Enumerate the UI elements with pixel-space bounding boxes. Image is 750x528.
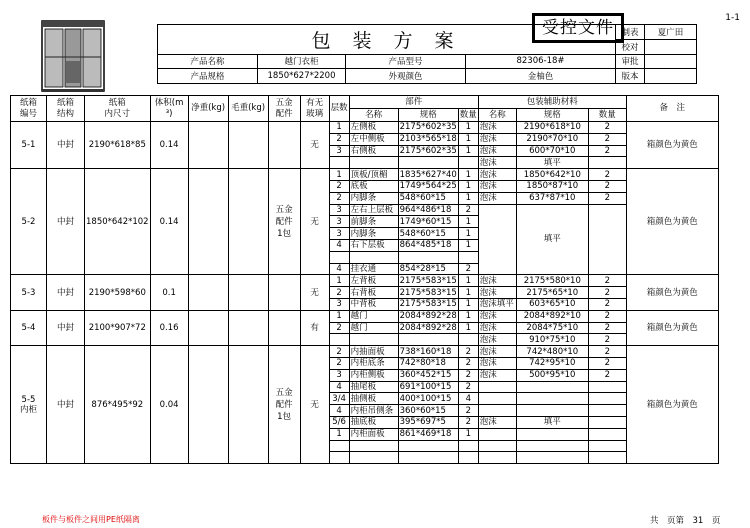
aux-spec: 2175*65*10 <box>516 287 588 299</box>
product-name-label: 产品名称 <box>158 54 258 69</box>
part-qty <box>458 157 478 169</box>
table-row <box>11 275 719 287</box>
part-spec: 2175*583*15 <box>399 275 457 286</box>
part-name: 内脚条 <box>349 192 398 204</box>
part-spec: 964*486*18 <box>398 204 458 216</box>
aux-name <box>478 428 516 440</box>
aux-qty <box>588 452 626 464</box>
part-qty: 1 <box>458 275 478 287</box>
volume: 0.16 <box>150 310 188 345</box>
remark: 箱颜色为黄色 <box>626 169 718 275</box>
part-name: 右下层板 <box>349 239 398 251</box>
aux-qty: 2 <box>588 180 626 192</box>
part-qty: 1 <box>458 322 478 334</box>
aux-name <box>478 405 516 417</box>
aux-spec <box>516 393 588 405</box>
layer: 2 <box>329 180 349 192</box>
aux-qty: 2 <box>588 133 626 145</box>
aux-name: 泡沫 <box>478 192 516 204</box>
part-name <box>349 452 398 464</box>
approve-label: 审批 <box>616 54 645 69</box>
aux-name: 泡沫 <box>478 122 516 134</box>
part-qty: 2 <box>458 405 478 417</box>
box-size: 876*495*92 <box>85 346 151 464</box>
layer: 3 <box>329 369 349 381</box>
part-spec <box>398 251 458 263</box>
part-qty: 1 <box>458 145 478 157</box>
table-row <box>11 346 719 358</box>
aux-qty: 2 <box>588 275 626 287</box>
aux-spec: 910*75*10 <box>516 334 588 346</box>
layer: 3/4 <box>329 393 349 405</box>
gross-weight <box>228 275 268 310</box>
layer: 2 <box>329 357 349 369</box>
net-weight <box>188 122 228 169</box>
version-value <box>645 69 697 84</box>
glass: 有 <box>300 310 329 345</box>
part-spec: 400*100*15 <box>398 393 458 405</box>
part-qty: 1 <box>458 239 478 251</box>
part-qty: 1 <box>458 169 478 181</box>
volume: 0.14 <box>150 169 188 275</box>
part-spec: 548*60*15 <box>398 228 458 240</box>
aux-name: 泡沫 <box>478 133 516 145</box>
part-name: 左侧板 <box>349 122 398 134</box>
col-gross-weight: 毛重(kg) <box>228 96 268 122</box>
box-number: 5-5 内柜 <box>11 346 47 464</box>
aux-spec: 1850*642*10 <box>516 169 588 181</box>
product-name-value: 越门衣柜 <box>258 54 346 69</box>
part-name: 左中侧板 <box>349 133 398 145</box>
footer-note: 板件与板件之间用PE纸隔离 <box>42 515 140 524</box>
col-aux-name: 名称 <box>478 109 516 122</box>
part-qty: 1 <box>458 192 478 204</box>
part-spec: 861*469*18 <box>398 428 458 440</box>
box-structure: 中封 <box>47 275 85 310</box>
aux-name: 泡沫 <box>478 275 516 287</box>
part-spec: 1835*627*40 <box>399 169 457 180</box>
gross-weight <box>228 346 268 464</box>
part-spec: 1749*60*15 <box>398 216 458 228</box>
document-title: 包 装 方 案 <box>158 25 616 55</box>
aux-qty: 2 <box>588 169 626 181</box>
aux-spec: 600*70*10 <box>516 145 588 157</box>
aux-spec: 2175*580*10 <box>516 275 588 287</box>
glass: 无 <box>300 122 329 169</box>
layer <box>329 157 349 169</box>
part-name: 内脚条 <box>349 228 398 240</box>
aux-qty <box>588 428 626 440</box>
layer <box>329 452 349 464</box>
col-parts: 部件 <box>349 96 478 109</box>
color-label: 外观颜色 <box>346 69 466 84</box>
part-spec: 2084*892*28 <box>399 311 457 322</box>
layer: 3 <box>329 204 349 216</box>
part-spec: 691*100*15 <box>398 381 458 393</box>
layer: 2 <box>329 192 349 204</box>
aux-spec: 2190*618*10 <box>516 122 588 134</box>
part-name: 右侧板 <box>349 145 398 157</box>
aux-qty <box>588 393 626 405</box>
part-qty <box>458 251 478 263</box>
part-qty: 2 <box>458 346 478 358</box>
aux-spec: 637*87*10 <box>516 192 588 204</box>
part-qty <box>458 440 478 452</box>
part-spec: 864*485*18 <box>398 239 458 251</box>
aux-qty: 2 <box>588 369 626 381</box>
box-structure: 中封 <box>47 310 85 345</box>
part-name: 右背板 <box>349 287 398 299</box>
net-weight <box>188 310 228 345</box>
aux-qty: 2 <box>588 298 626 310</box>
aux-spec: 500*95*10 <box>516 369 588 381</box>
volume: 0.04 <box>150 346 188 464</box>
volume: 0.1 <box>150 275 188 310</box>
box-structure: 中封 <box>47 122 85 169</box>
header-table <box>157 24 697 84</box>
product-spec-value: 1850*627*2200 <box>258 69 346 84</box>
part-qty: 1 <box>458 216 478 228</box>
aux-spec: 填平 <box>516 416 588 428</box>
glass: 无 <box>300 275 329 310</box>
part-name: 底板 <box>349 180 398 192</box>
net-weight <box>188 346 228 464</box>
part-qty <box>458 334 478 346</box>
box-number: 5-3 <box>11 275 47 310</box>
volume: 0.14 <box>150 122 188 169</box>
product-model-label: 产品型号 <box>346 54 466 69</box>
aux-name: 泡沫 <box>478 169 516 181</box>
aux-spec: 2084*75*10 <box>516 322 588 334</box>
aux-qty <box>588 381 626 393</box>
table-row <box>11 122 719 134</box>
table-row <box>11 310 719 322</box>
part-name: 顶板/顶楣 <box>349 169 398 181</box>
part-qty: 2 <box>458 381 478 393</box>
layer: 4 <box>329 405 349 417</box>
part-qty: 1 <box>458 228 478 240</box>
aux-name: 泡沫 <box>478 334 516 346</box>
aux-spec <box>516 428 588 440</box>
part-spec: 2084*892*28 <box>399 322 457 333</box>
part-qty: 1 <box>458 428 478 440</box>
aux-spec: 填平 <box>516 204 588 275</box>
part-qty: 1 <box>458 133 478 145</box>
aux-name <box>478 440 516 452</box>
part-qty: 2 <box>458 357 478 369</box>
part-qty: 1 <box>458 287 478 299</box>
part-spec <box>398 334 458 346</box>
box-structure: 中封 <box>47 346 85 464</box>
col-glass: 有无 玻璃 <box>300 96 329 122</box>
part-name: 左背板 <box>349 275 398 287</box>
part-name: 内柜侧板 <box>349 369 398 381</box>
hardware: 五金 配件 1包 <box>268 346 300 464</box>
aux-name <box>478 393 516 405</box>
layer: 1 <box>329 428 349 440</box>
layer: 2 <box>329 133 349 145</box>
part-name <box>349 251 398 263</box>
box-structure: 中封 <box>47 169 85 275</box>
controlled-document-stamp: 受控文件 <box>532 13 624 43</box>
aux-name: 泡沫 <box>478 369 516 381</box>
layer: 3 <box>329 216 349 228</box>
part-spec: 2103*565*18 <box>399 134 457 145</box>
aux-spec: 742*480*10 <box>516 346 588 358</box>
hardware <box>268 122 300 169</box>
gross-weight <box>228 122 268 169</box>
box-number: 5-4 <box>11 310 47 345</box>
part-name: 内柜底条 <box>349 357 398 369</box>
page-number: 1-1 <box>725 13 740 23</box>
part-qty: 1 <box>458 310 478 322</box>
layer: 4 <box>329 263 349 275</box>
aux-qty: 2 <box>588 310 626 322</box>
part-spec: 360*452*15 <box>398 369 458 381</box>
layer: 3 <box>329 228 349 240</box>
part-qty: 1 <box>458 298 478 310</box>
gross-weight <box>228 169 268 275</box>
part-qty: 1 <box>458 122 478 134</box>
product-model-value: 82306-18# <box>466 54 616 69</box>
col-layer: 层数 <box>329 96 349 122</box>
layer: 1 <box>329 122 349 134</box>
approve-value <box>645 54 697 69</box>
aux-qty: 2 <box>588 334 626 346</box>
layer: 5/6 <box>329 416 349 428</box>
aux-name: 泡沫 <box>478 322 516 334</box>
remark: 箱颜色为黄色 <box>626 346 718 464</box>
part-spec: 2175*583*15 <box>399 287 457 298</box>
part-name: 抽底板 <box>349 416 398 428</box>
part-spec <box>398 440 458 452</box>
aux-name <box>478 204 516 275</box>
aux-spec: 603*65*10 <box>516 298 588 310</box>
layer: 1 <box>329 275 349 287</box>
aux-spec: 2190*70*10 <box>516 133 588 145</box>
aux-qty: 2 <box>588 287 626 299</box>
aux-name: 泡沫 <box>478 180 516 192</box>
layer: 4 <box>329 381 349 393</box>
aux-qty <box>588 157 626 169</box>
col-aux: 包装辅助材料 <box>478 96 626 109</box>
part-name: 内柜吊侧条 <box>349 405 398 417</box>
part-spec: 2175*602*35 <box>399 145 457 156</box>
layer: 3 <box>329 298 349 310</box>
part-qty: 2 <box>458 204 478 216</box>
aux-qty <box>588 405 626 417</box>
aux-spec: 1850*87*10 <box>516 180 588 192</box>
col-net-weight: 净重(kg) <box>188 96 228 122</box>
net-weight <box>188 275 228 310</box>
col-part-qty: 数量 <box>459 109 477 120</box>
col-aux-qty: 数量 <box>588 109 626 122</box>
remark: 箱颜色为黄色 <box>626 275 718 310</box>
col-box-no: 纸箱 编号 <box>11 96 47 122</box>
col-remark: 备 注 <box>626 96 718 122</box>
box-number: 5-2 <box>11 169 47 275</box>
aux-name: 泡沫 <box>478 287 516 299</box>
part-qty: 2 <box>458 263 478 275</box>
aux-spec <box>516 405 588 417</box>
hardware <box>268 275 300 310</box>
col-volume: 体积(m ³) <box>150 96 188 122</box>
col-hardware: 五金 配件 <box>268 96 300 122</box>
layer: 1 <box>329 310 349 322</box>
part-spec: 742*80*18 <box>398 357 458 369</box>
aux-name: 泡沫 <box>478 416 516 428</box>
part-name: 左右上层板 <box>349 204 398 216</box>
part-name: 抽侧板 <box>349 393 398 405</box>
part-name <box>349 440 398 452</box>
aux-spec <box>516 452 588 464</box>
part-name <box>349 157 398 169</box>
aux-name <box>478 381 516 393</box>
layer: 2 <box>329 346 349 358</box>
glass: 无 <box>300 346 329 464</box>
part-name: 中背板 <box>349 298 398 310</box>
check-label: 校对 <box>616 39 645 54</box>
hardware: 五金 配件 1包 <box>268 169 300 275</box>
aux-spec <box>516 440 588 452</box>
layer <box>329 334 349 346</box>
aux-qty <box>588 204 626 275</box>
table-row <box>11 169 719 181</box>
packing-table <box>10 95 719 464</box>
col-part-name: 名称 <box>349 109 398 122</box>
remark: 箱颜色为黄色 <box>626 122 718 169</box>
check-value <box>645 39 697 54</box>
aux-qty: 2 <box>588 322 626 334</box>
part-spec: 2175*583*15 <box>399 299 457 310</box>
layer <box>329 251 349 263</box>
wardrobe-sketch-icon <box>38 17 108 95</box>
aux-name: 泡沫 <box>478 357 516 369</box>
part-name: 内抽面板 <box>349 346 398 358</box>
aux-name: 泡沫 <box>478 310 516 322</box>
part-name <box>349 334 398 346</box>
aux-qty <box>588 416 626 428</box>
col-box-size: 纸箱 内尺寸 <box>85 96 151 122</box>
part-name: 抽尾板 <box>349 381 398 393</box>
gross-weight <box>228 310 268 345</box>
col-part-spec: 规格 <box>398 109 458 122</box>
aux-name <box>478 452 516 464</box>
part-spec: 395*697*5 <box>398 416 458 428</box>
part-name: 前脚条 <box>349 216 398 228</box>
box-size: 2190*618*85 <box>85 122 151 169</box>
box-size: 2100*907*72 <box>85 310 151 345</box>
product-spec-label: 产品规格 <box>158 69 258 84</box>
aux-qty: 2 <box>588 145 626 157</box>
part-name: 内柜面板 <box>349 428 398 440</box>
made-by-value: 夏广田 <box>645 25 697 40</box>
aux-name: 泡沫 <box>478 157 516 169</box>
part-spec: 2175*602*35 <box>399 122 457 133</box>
box-size: 1850*642*102 <box>85 169 151 275</box>
box-size: 2190*598*60 <box>85 275 151 310</box>
layer: 3 <box>329 145 349 157</box>
part-spec: 1749*564*25 <box>399 181 457 192</box>
part-qty <box>458 452 478 464</box>
aux-spec: 填平 <box>516 157 588 169</box>
glass: 无 <box>300 169 329 275</box>
layer: 1 <box>329 169 349 181</box>
footer-pages: 共 页第 31 页 <box>650 516 721 526</box>
aux-name: 泡沫填平 <box>478 298 516 310</box>
version-label: 版本 <box>616 69 645 84</box>
net-weight <box>188 169 228 275</box>
col-box-struct: 纸箱 结构 <box>47 96 85 122</box>
part-name: 挂衣通 <box>349 263 398 275</box>
part-spec <box>398 157 458 169</box>
aux-name: 泡沫 <box>478 145 516 157</box>
part-spec <box>398 452 458 464</box>
part-qty: 1 <box>458 180 478 192</box>
part-name: 越门 <box>349 322 398 334</box>
part-qty: 2 <box>458 416 478 428</box>
part-spec: 360*60*15 <box>398 405 458 417</box>
part-spec: 738*160*18 <box>398 346 458 358</box>
part-spec: 548*60*15 <box>398 192 458 204</box>
color-value: 金柚色 <box>466 69 616 84</box>
part-name: 越门 <box>349 310 398 322</box>
layer: 2 <box>329 287 349 299</box>
layer: 2 <box>329 322 349 334</box>
aux-qty <box>588 440 626 452</box>
aux-qty: 2 <box>588 357 626 369</box>
remark: 箱颜色为黄色 <box>626 310 718 345</box>
aux-spec: 742*95*10 <box>516 357 588 369</box>
aux-qty: 2 <box>588 192 626 204</box>
part-qty: 4 <box>458 393 478 405</box>
aux-name: 泡沫 <box>478 346 516 358</box>
hardware <box>268 310 300 345</box>
made-by-label: 制表 <box>616 25 645 40</box>
layer: 4 <box>329 239 349 251</box>
box-number: 5-1 <box>11 122 47 169</box>
part-spec: 854*28*15 <box>398 263 458 275</box>
aux-spec: 2084*892*10 <box>516 310 588 322</box>
layer <box>329 440 349 452</box>
aux-qty: 2 <box>588 122 626 134</box>
col-aux-spec: 规格 <box>516 109 588 122</box>
part-qty: 2 <box>458 369 478 381</box>
aux-qty: 2 <box>588 346 626 358</box>
aux-spec <box>516 381 588 393</box>
